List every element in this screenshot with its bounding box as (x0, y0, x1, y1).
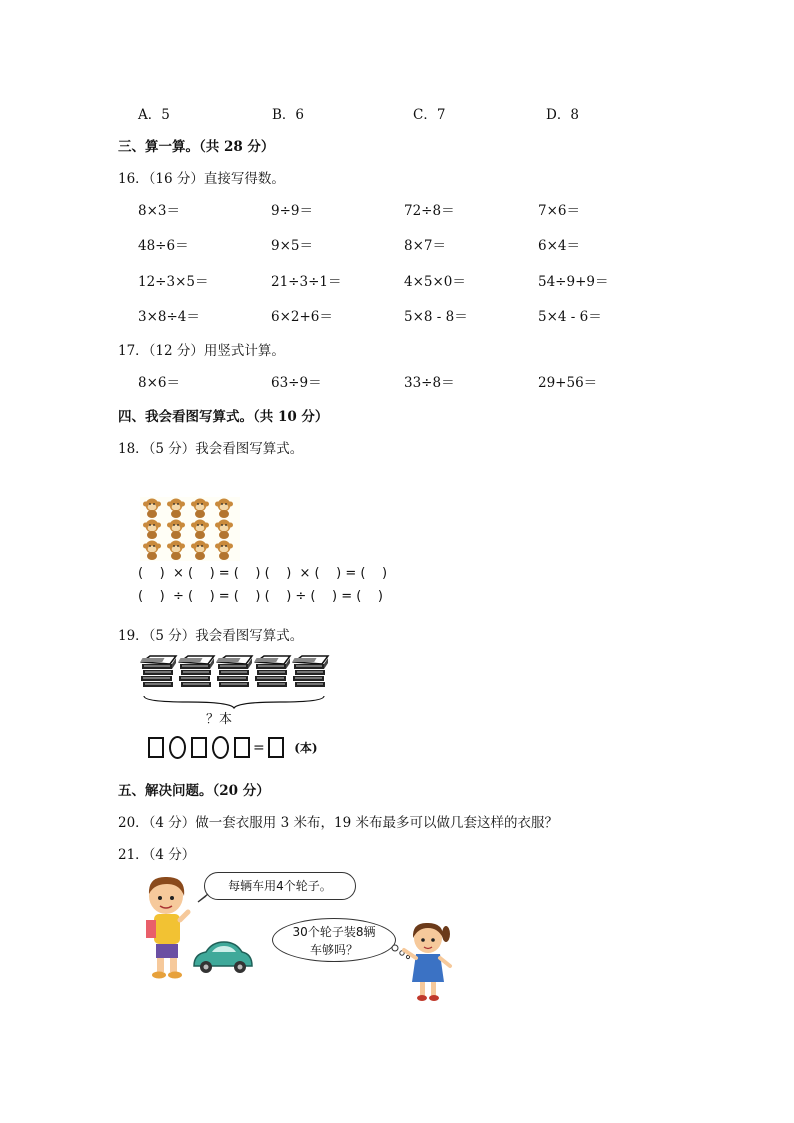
q17-item: 8×6＝ (138, 375, 180, 391)
q16-item: 5×4 - 6＝ (538, 309, 602, 325)
q16-item: 3×8÷4＝ (138, 309, 200, 325)
q17-item: 33÷8＝ (404, 375, 455, 391)
q16-row-4 (0, 305, 794, 325)
monkey-icon (140, 497, 240, 561)
q16-row-3 (0, 270, 794, 290)
speech-tail-icon (196, 892, 210, 904)
q17-title: 17．（12 分）用竖式计算。 (118, 343, 285, 359)
girl-icon (400, 920, 454, 1004)
q16-item: 48÷6＝ (138, 238, 189, 254)
q16-item: 9÷9＝ (271, 203, 313, 219)
bubble-text-2-line-1: 30个轮子装8辆 (292, 925, 376, 939)
q16-item: 5×8 - 8＝ (404, 309, 468, 325)
section4-title: 四、我会看图写算式。（共 10 分） (118, 409, 329, 425)
answer-box[interactable] (268, 737, 284, 758)
brace-label: ？本 (206, 712, 233, 727)
q20-title: 20．（4 分）做一套衣服用 3 米布，19 米布最多可以做几套这样的衣服？ (118, 815, 558, 831)
thought-bubble-girl (272, 918, 396, 962)
q16-item: 72÷8＝ (404, 203, 455, 219)
unit-label: (本) (294, 740, 318, 755)
boy-icon (142, 874, 192, 982)
operator-oval[interactable] (169, 736, 186, 759)
q18-equation-line-2: ( ) ÷ ( ) = ( ) ( ) ÷ ( ) = ( ) (138, 589, 383, 604)
q16-row-2 (0, 234, 794, 254)
q21-title: 21．（4 分） (118, 847, 196, 863)
q16-item: 7×6＝ (538, 203, 580, 219)
q17-item: 63÷9＝ (271, 375, 322, 391)
books-stack-icon (138, 650, 352, 730)
section3-title: 三、算一算。（共 28 分） (118, 139, 275, 155)
answer-box[interactable] (148, 737, 164, 758)
q16-title: 16．（16 分）直接写得数。 (118, 171, 285, 187)
equals-sign: = (253, 739, 265, 756)
q17-item: 29+56＝ (538, 375, 598, 391)
q16-item: 6×2+6＝ (271, 309, 333, 325)
q16-item: 8×7＝ (404, 238, 446, 254)
q16-item: 6×4＝ (538, 238, 580, 254)
q18-title: 18．（5 分）我会看图写算式。 (118, 441, 304, 457)
speech-bubble-boy (204, 872, 356, 900)
q18-equation-line-1: ( ) × ( ) = ( ) ( ) × ( ) = ( ) (138, 566, 388, 581)
option-c: C．7 (413, 107, 446, 123)
bubble-text-2-line-2: 车够吗？ (309, 943, 358, 957)
answer-box[interactable] (234, 737, 250, 758)
q19-title: 19．（5 分）我会看图写算式。 (118, 628, 304, 644)
option-b: B．6 (272, 107, 305, 123)
q15-options (0, 103, 794, 123)
car-icon (190, 940, 256, 976)
option-a: A．5 (138, 107, 170, 123)
books-figure (138, 650, 352, 768)
operator-oval[interactable] (212, 736, 229, 759)
bubble-text-1: 每辆车用4个轮子。 (228, 879, 332, 893)
answer-box[interactable] (191, 737, 207, 758)
q17-row (0, 371, 794, 391)
section5-title: 五、解决问题。（20 分） (118, 783, 270, 799)
q16-item: 54÷9+9＝ (538, 274, 609, 290)
option-d: D．8 (546, 107, 579, 123)
q16-item: 12÷3×5＝ (138, 274, 209, 290)
q16-item: 8×3＝ (138, 203, 180, 219)
q16-item: 9×5＝ (271, 238, 313, 254)
q16-item: 4×5×0＝ (404, 274, 466, 290)
q16-item: 21÷3÷1＝ (271, 274, 342, 290)
monkeys-figure (140, 497, 240, 561)
q19-equation-template (146, 736, 318, 759)
q21-figure (138, 868, 454, 1004)
q16-row-1 (0, 199, 794, 219)
